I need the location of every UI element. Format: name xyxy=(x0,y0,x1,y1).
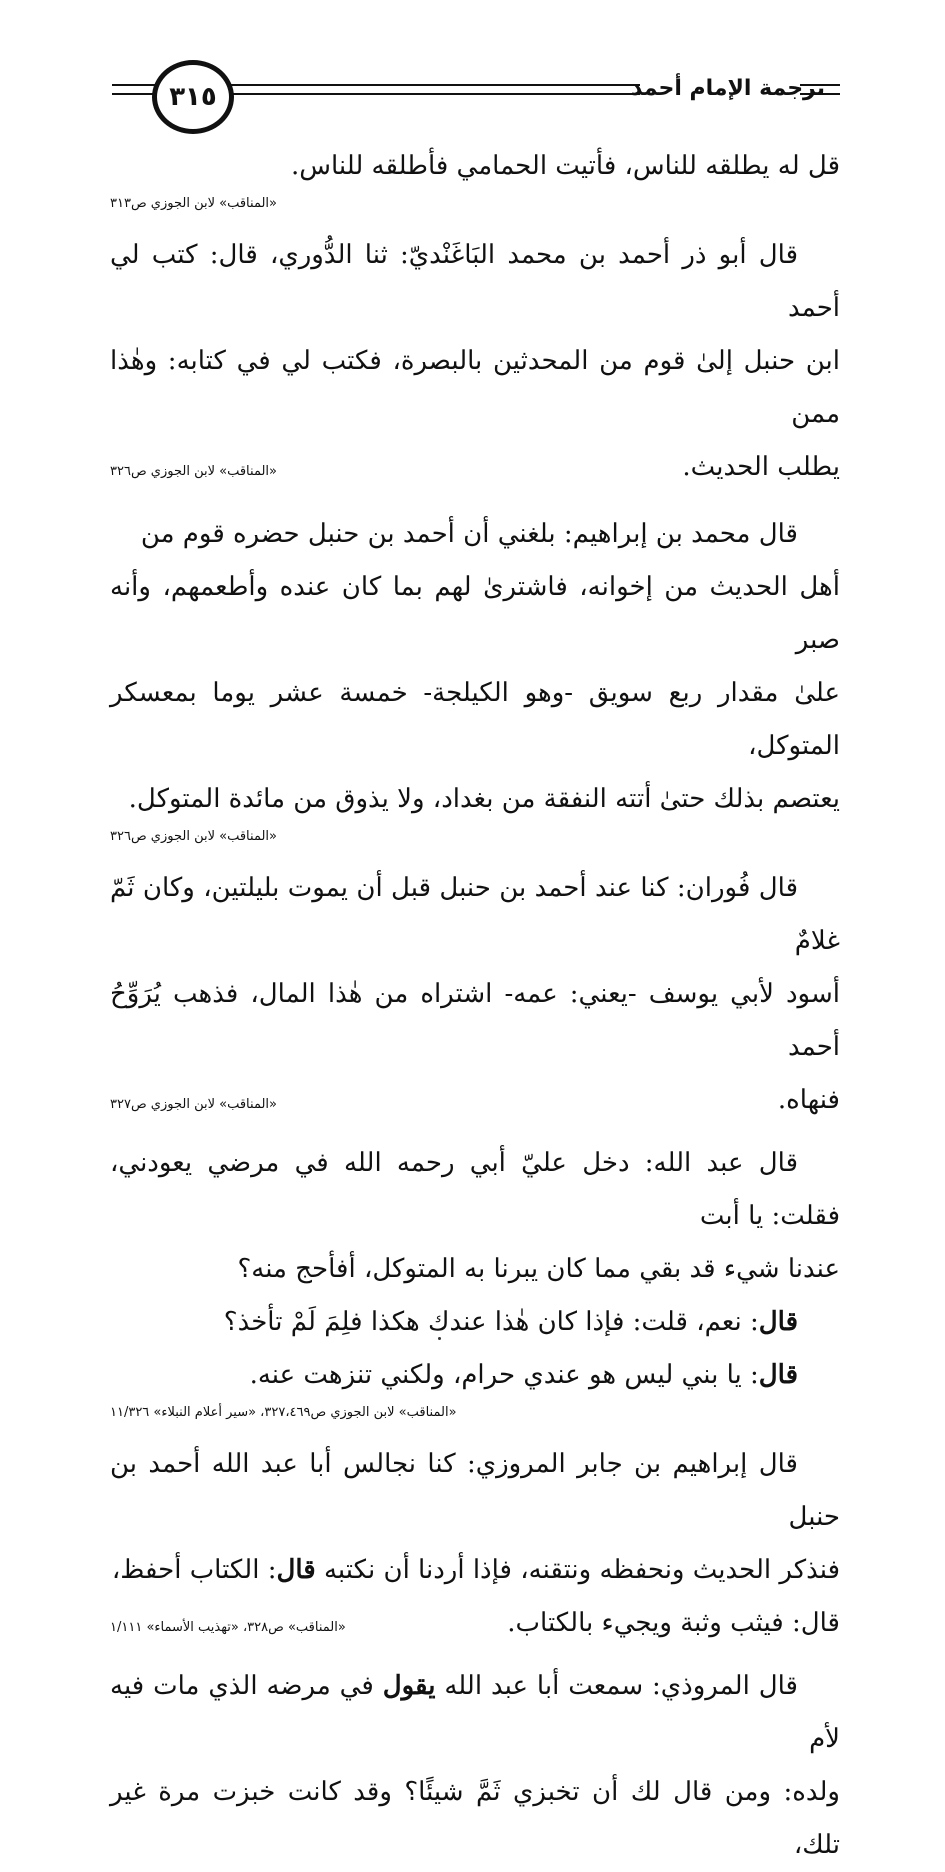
entry-2-line-1: قال أبو ذر أحمد بن محمد البَاغَنْديّ: ثنا الدُّوري، قال: كتب لي أحمد xyxy=(110,240,840,323)
page-number-badge xyxy=(152,60,234,134)
entry-2-last-line xyxy=(110,441,840,494)
entry-4-line-3: فنهاه. xyxy=(777,1085,840,1115)
entry-7-yaqul: يقول xyxy=(382,1671,436,1701)
entry-5-qal-1: قال xyxy=(758,1307,798,1337)
entry-6-line-3: قال: فيثب وثبة ويجيء بالكتاب. xyxy=(507,1608,840,1638)
entry-5-source: «المناقب» لابن الجوزي ص٣٢٧،٤٦٩، «سير أعلام النبلاء» ١١/٣٢٦ xyxy=(110,1405,457,1420)
entry-3-line-3: علىٰ مقدار ربع سويق -وهو الكيلجة- خمسة عشر يوما بمعسكر المتوكل، xyxy=(110,678,840,761)
entry-5-speech-2: : يا بني ليس هو عندي حرام، ولكني تنزهت عنه. xyxy=(249,1360,759,1390)
entry-5-line-2: عندنا شيء قد بقي مما كان يبرنا به المتوكل، أفأحج منه؟ xyxy=(237,1254,840,1284)
entry-6-line-2 xyxy=(110,1544,840,1597)
entry-4-source: «المناقب» لابن الجوزي ص٣٢٧ xyxy=(110,1097,277,1112)
page-number: ٣١٥ xyxy=(169,82,217,112)
header-rule-left xyxy=(112,84,157,95)
entry-4-line-2: أسود لأبي يوسف -يعني: عمه- اشتراه من هٰذا المال، فذهب يُرَوِّحُ أحمد xyxy=(110,979,840,1062)
entry-3-line-4: يعتصم بذلك حتىٰ أتته النفقة من بغداد، ولا يذوق من مائدة المتوكل. xyxy=(128,784,840,814)
entry-6-qal: قال xyxy=(276,1555,316,1585)
entry-6-last-line xyxy=(110,1597,840,1650)
entry-5-line-1: قال عبد الله: دخل عليّ أبي رحمه الله في مرضي يعودني، فقلت: يا أبت xyxy=(110,1148,840,1231)
entry-5-reply-2 xyxy=(110,1349,840,1402)
entry-3-source: «المناقب» لابن الجوزي ص٣٢٦ xyxy=(110,829,277,844)
running-header-title: ترجمة الإمام أحمد xyxy=(631,76,825,101)
entry-6-line-1: قال إبراهيم بن جابر المروزي: كنا نجالس أبا عبد الله أحمد بن حنبل xyxy=(110,1449,840,1532)
entry-2-line-3: يطلب الحديث. xyxy=(682,452,840,482)
entry-6-line-2-a: فنذكر الحديث ونحفظه ونتقنه، فإذا أردنا أن نكتبه xyxy=(315,1555,840,1585)
entry-5-reply-1 xyxy=(110,1296,840,1349)
entry-4-last-line xyxy=(110,1074,840,1127)
entry-7-line-2: ولده: ومن قال لك أن تخبزي ثَمَّ شيئًا؟ وقد كانت خبزت مرة غير تلك، xyxy=(110,1777,840,1860)
entry-7-line-1-b: في مرضه الذي مات فيه لأم xyxy=(110,1671,840,1754)
entry-6-line-2-b: : الكتاب أحفظ، xyxy=(111,1555,277,1585)
entry-6-source: «المناقب» ص٣٢٨، «تهذيب الأسماء» ١/١١١ xyxy=(110,1620,346,1635)
header-rule-middle xyxy=(222,84,640,95)
page-body xyxy=(110,140,840,1872)
entry-3-line-2: أهل الحديث من إخوانه، فاشترىٰ لهم بما كان عنده وأطعمهم، وأنه صبر xyxy=(110,572,840,655)
entry-7-line-1 xyxy=(110,1660,840,1766)
entry-1-text: قل له يطلقه للناس، فأتيت الحمامي فأطلقه للناس. xyxy=(290,151,840,181)
entry-2-line-2: ابن حنبل إلىٰ قوم من المحدثين بالبصرة، فكتب لي في كتابه: وهٰذا ممن xyxy=(110,346,840,429)
entry-2-source: «المناقب» لابن الجوزي ص٣٢٦ xyxy=(110,464,277,479)
entry-4-line-1: قال فُوران: كنا عند أحمد بن حنبل قبل أن يموت بليلتين، وكان ثَمّ غلامٌ xyxy=(110,873,840,956)
entry-1-source: «المناقب» لابن الجوزي ص٣١٣ xyxy=(110,196,277,211)
entry-3-line-1: قال محمد بن إبراهيم: بلغني أن أحمد بن حنبل حضره قوم من xyxy=(140,519,798,549)
footer-dot xyxy=(438,1337,441,1340)
entry-7-line-1-a: قال المروذي: سمعت أبا عبد الله xyxy=(435,1671,798,1701)
entry-5-qal-2: قال xyxy=(758,1360,798,1390)
entry-5-speech-1: : نعم، قلت: فإذا كان هٰذا عندك هكذا فلِمَ لَمْ تأخذ؟ xyxy=(223,1307,759,1337)
